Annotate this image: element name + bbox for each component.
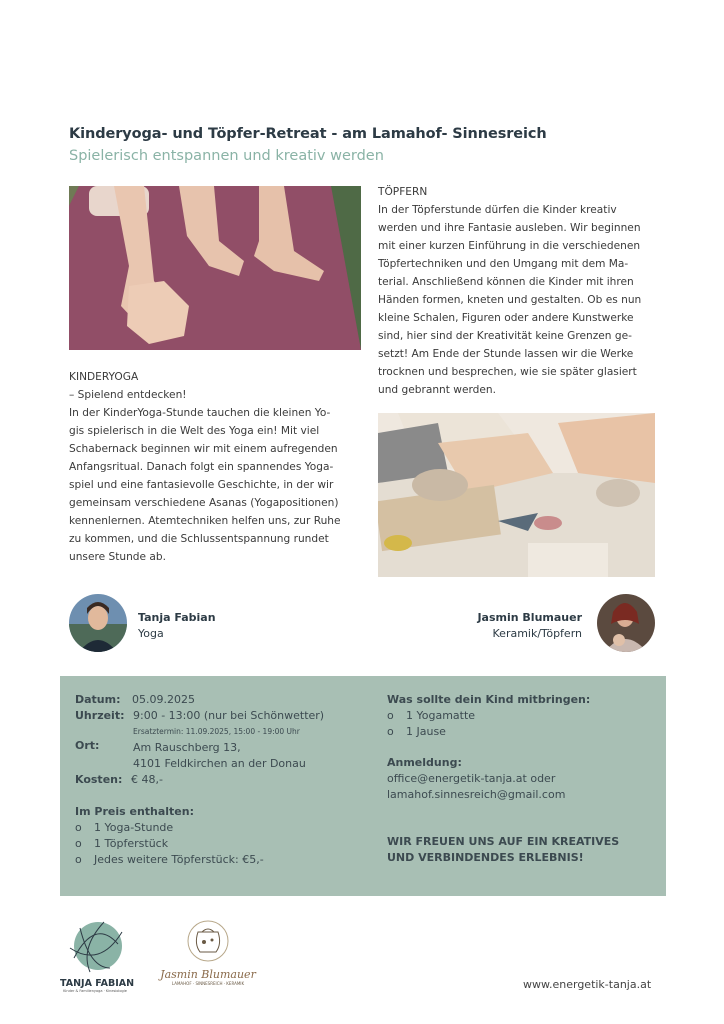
yoga-photo <box>69 186 361 350</box>
avatar-jasmin <box>597 594 655 652</box>
person-role: Keramik/Töpfern <box>492 627 582 640</box>
toepfern-line: terial. Anschließend können die Kinder mit ihren <box>378 276 634 288</box>
ort-line: 4101 Feldkirchen an der Donau <box>133 757 306 770</box>
kinderyoga-line: Schabernack beginnen wir mit einem aufregenden <box>69 443 338 455</box>
kinderyoga-line: kennenlernen. Atemtechniken helfen uns, zur Ruhe <box>69 515 341 527</box>
toepfern-line: und gebrannt werden. <box>378 384 496 396</box>
jasmin-blumauer-logo <box>158 920 258 990</box>
datum-label: Datum: <box>75 693 121 706</box>
kinderyoga-line: In der KinderYoga-Stunde tauchen die kleinen Yo- <box>69 407 331 419</box>
kinderyoga-line: gemeinsam verschiedene Asanas (Yogapositionen) <box>69 497 339 509</box>
toepfern-line: sind, hier sind der Kreativität keine Grenzen ge- <box>378 330 632 342</box>
logo-name: TANJA FABIAN <box>60 978 135 989</box>
mitbringen-item: o 1 Jause <box>387 725 446 738</box>
toepfern-line: trocknen und besprechen, wie sie später glasiert <box>378 366 637 378</box>
logo-name: Jasmin Blumauer <box>160 968 256 981</box>
tanja-fabian-logo <box>60 918 135 993</box>
kosten-label: Kosten: <box>75 773 123 786</box>
logo-tagline: Kinder & Familienyoga · Kinesiologie <box>63 989 127 993</box>
kinderyoga-line: – Spielend entdecken! <box>69 389 187 401</box>
mitbringen-item: o 1 Yogamatte <box>387 709 475 722</box>
page-title: Kinderyoga- und Töpfer-Retreat - am Lamahof- Sinnesreich <box>69 126 547 142</box>
toepfern-line: setzt! Am Ende der Stunde lassen wir die Werke <box>378 348 634 360</box>
closing-line: WIR FREUEN UNS AUF EIN KREATIVES <box>387 835 620 848</box>
kinderyoga-line: unsere Stunde ab. <box>69 551 166 563</box>
closing-line: UND VERBINDENDES ERLEBNIS! <box>387 851 584 864</box>
preis-heading: Im Preis enthalten: <box>75 805 195 818</box>
person-name: Tanja Fabian <box>138 611 216 624</box>
kinderyoga-line: zu kommen, und die Schlussentspannung rundet <box>69 533 329 545</box>
toepfern-line: mit einer kurzen Einführung in die verschiedenen <box>378 240 641 252</box>
mitbringen-heading: Was sollte dein Kind mitbringen: <box>387 693 591 706</box>
person-role: Yoga <box>138 627 164 640</box>
website-url[interactable]: www.energetik-tanja.at <box>523 978 652 991</box>
preis-item: o 1 Yoga-Stunde <box>75 821 173 834</box>
toepfern-section <box>378 183 655 399</box>
ersatztermin: Ersatztermin: 11.09.2025, 15:00 - 19:00 Uhr <box>133 727 300 736</box>
kinderyoga-heading: KINDERYOGA <box>69 371 139 383</box>
toepfern-line: kleine Schalen, Figuren oder andere Kunstwerke <box>378 312 634 324</box>
page-subtitle: Spielerisch entspannen und kreativ werden <box>69 148 384 164</box>
kinderyoga-line: gis spielerisch in die Welt des Yoga ein! Mit viel <box>69 425 320 437</box>
toepfern-line: In der Töpferstunde dürfen die Kinder kreativ <box>378 204 617 216</box>
datum-value: 05.09.2025 <box>132 693 195 706</box>
kinderyoga-section <box>69 368 361 566</box>
kinderyoga-line: Anfangsritual. Danach folgt ein spannendes Yoga- <box>69 461 334 473</box>
anmeldung-heading: Anmeldung: <box>387 756 462 769</box>
toepfern-line: werden und ihre Fantasie ausleben. Wir beginnen <box>378 222 641 234</box>
toepfern-line: Töpfertechniken und den Umgang mit dem Ma- <box>378 258 629 270</box>
kosten-value: € 48,- <box>131 773 163 786</box>
person-name: Jasmin Blumauer <box>477 611 582 624</box>
preis-item: o 1 Töpferstück <box>75 837 168 850</box>
ort-line: Am Rauschberg 13, <box>133 741 241 754</box>
toepfern-heading: TÖPFERN <box>378 186 428 198</box>
toepfern-line: Händen formen, kneten und gestalten. Ob es nun <box>378 294 642 306</box>
ort-label: Ort: <box>75 739 100 752</box>
kinderyoga-line: spiel und eine fantasievolle Geschichte, in der wir <box>69 479 334 491</box>
preis-item: o Jedes weitere Töpferstück: €5,- <box>75 853 264 866</box>
pottery-photo <box>378 413 655 577</box>
uhrzeit-value: 9:00 - 13:00 (nur bei Schönwetter) <box>133 709 325 722</box>
avatar-tanja <box>69 594 127 652</box>
info-box <box>60 676 666 896</box>
uhrzeit-label: Uhrzeit: <box>75 709 125 722</box>
logo-tagline: LAMAHOF · SINNESREICH · KERAMIK <box>171 981 245 986</box>
anmeldung-email-1: office@energetik-tanja.at oder <box>387 772 556 785</box>
anmeldung-email-2: lamahof.sinnesreich@gmail.com <box>387 788 566 801</box>
